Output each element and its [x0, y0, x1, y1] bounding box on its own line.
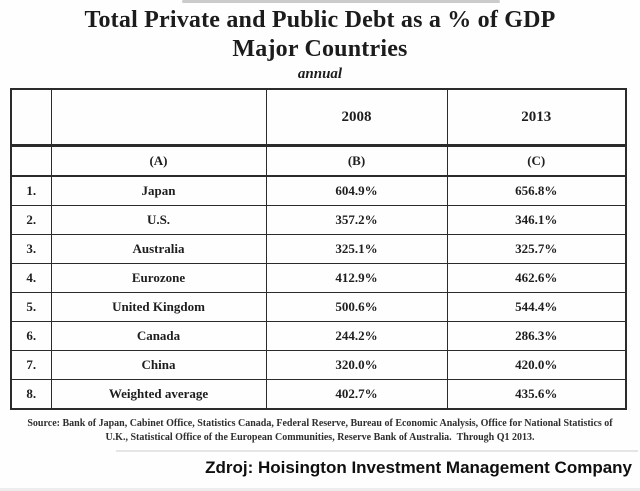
- value-2013-cell: 544.4%: [447, 293, 626, 322]
- row-number: 6.: [11, 322, 51, 351]
- value-2008-cell: 412.9%: [266, 264, 447, 293]
- value-2008-cell: 604.9%: [266, 176, 447, 206]
- source-note: [0, 417, 640, 445]
- faded-text-artifact: [116, 450, 638, 452]
- value-2008-cell: 325.1%: [266, 235, 447, 264]
- chart-title-line-2: Major Countries: [232, 36, 408, 62]
- row-number: 1.: [11, 176, 51, 206]
- table-row-china: [11, 351, 626, 380]
- value-2008-cell: 244.2%: [266, 322, 447, 351]
- table-row-japan: [11, 176, 626, 206]
- value-2013-cell: 346.1%: [447, 206, 626, 235]
- value-2013-cell: 656.8%: [447, 176, 626, 206]
- table-row-eurozone: [11, 264, 626, 293]
- row-number: 7.: [11, 351, 51, 380]
- country-cell: Australia: [51, 235, 266, 264]
- column-letter-b: (B): [266, 146, 447, 177]
- value-2013-cell: 286.3%: [447, 322, 626, 351]
- table-row-australia: [11, 235, 626, 264]
- row-number: 2.: [11, 206, 51, 235]
- country-cell: U.S.: [51, 206, 266, 235]
- value-2013-cell: 462.6%: [447, 264, 626, 293]
- top-edge-artifact: [182, 0, 500, 3]
- year-2013-header: 2013: [447, 89, 626, 146]
- row-number: 8.: [11, 380, 51, 410]
- column-letter-c: (C): [447, 146, 626, 177]
- country-cell: Eurozone: [51, 264, 266, 293]
- value-2013-cell: 325.7%: [447, 235, 626, 264]
- value-2008-cell: 402.7%: [266, 380, 447, 410]
- chart-frequency-subtitle: annual: [297, 66, 343, 82]
- country-cell: Weighted average: [51, 380, 266, 410]
- country-cell: Canada: [51, 322, 266, 351]
- value-2013-cell: 420.0%: [447, 351, 626, 380]
- letter-empty-cell: [11, 146, 51, 177]
- chart-title-line-1: Total Private and Public Debt as a % of GDP: [84, 7, 556, 33]
- table-row-weighted-average: [11, 380, 626, 410]
- corner-empty-cell: [11, 89, 51, 146]
- value-2008-cell: 500.6%: [266, 293, 447, 322]
- country-cell: United Kingdom: [51, 293, 266, 322]
- source-note-line-1: Source: Bank of Japan, Cabinet Office, Statistics Canada, Federal Reserve, Bureau of Economic Analysis, Office for National Statistics of: [27, 418, 613, 429]
- value-2008-cell: 320.0%: [266, 351, 447, 380]
- country-cell: China: [51, 351, 266, 380]
- year-2008-header: 2008: [266, 89, 447, 146]
- row-number: 4.: [11, 264, 51, 293]
- value-2008-cell: 357.2%: [266, 206, 447, 235]
- debt-table: [10, 88, 627, 410]
- table-row-united-kingdom: [11, 293, 626, 322]
- column-letter-row: [11, 146, 626, 177]
- row-number: 5.: [11, 293, 51, 322]
- column-letter-a: (A): [51, 146, 266, 177]
- value-2013-cell: 435.6%: [447, 380, 626, 410]
- country-cell: Japan: [51, 176, 266, 206]
- country-header-empty-cell: [51, 89, 266, 146]
- table-row-us: [11, 206, 626, 235]
- row-number: 3.: [11, 235, 51, 264]
- source-credit: Zdroj: Hoisington Investment Management Company: [205, 458, 632, 477]
- source-note-line-2: U.K., Statistical Office of the European Communities, Reserve Bank of Australia. Through Q1 2013.: [105, 432, 535, 443]
- chart-title: [0, 6, 640, 64]
- year-header-row: [11, 89, 626, 146]
- table-row-canada: [11, 322, 626, 351]
